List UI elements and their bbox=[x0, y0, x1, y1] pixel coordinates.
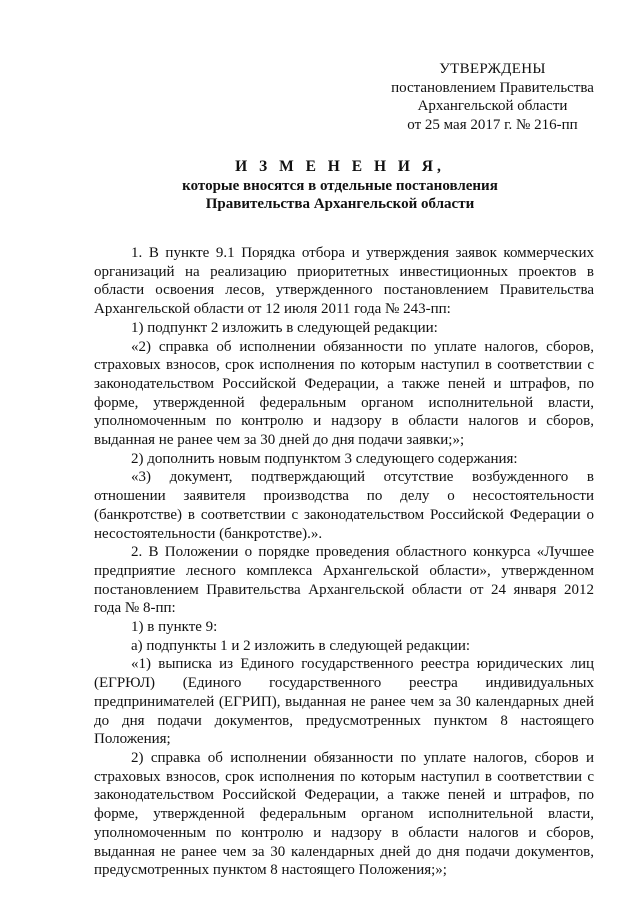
paragraph: 2) справка об исполнении обязанности по уплате налогов, сборов и страховых взносов, срок исполнения по которым наступил в соответствии с законодательством Российской Федерации, а также пеней и штрафов, по форме, утвержденной федеральным органом исполнительной власти, уполномоченным по контролю и надзору в области налогов и сборов, выданная не ранее чем за 30 календарных дней до дня подачи документов, предусмотренных пунктом 8 настоящего Положения;»; bbox=[94, 749, 594, 879]
paragraph: 1. В пункте 9.1 Порядка отбора и утверждения заявок коммерческих организаций на реализацию приоритетных инвестиционных проектов в области освоения лесов, утвержденного постановлением Правительства Архангельской области от 12 июля 2011 года № 243-пп: bbox=[94, 245, 594, 318]
approval-heading: УТВЕРЖДЕНЫ bbox=[439, 61, 546, 77]
paragraph: «1) выписка из Единого государственного реестра юридических лиц (ЕГРЮЛ) (Единого государственного реестра индивидуальных предпринимателей (ЕГРИП), выданная не ранее чем за 30 календарных дней до дня подачи документов, предусмотренных пунктом 8 настоящего Положения; bbox=[94, 656, 594, 748]
document-title bbox=[110, 158, 570, 214]
title-subline: Правительства Архангельской области bbox=[205, 196, 475, 213]
paragraph: 2. В Положении о порядке проведения областного конкурса «Лучшее предприятие лесного комплекса Архангельской области», утвержденном постановлением Правительства Архангельской области от 24 января 2012 года № 8-пп: bbox=[94, 544, 594, 617]
title-heading: И З М Е Н Е Н И Я, bbox=[235, 158, 445, 175]
title-subline: которые вносятся в отдельные постановления bbox=[182, 177, 498, 194]
approval-line: от 25 мая 2017 г. № 216-пп bbox=[407, 117, 578, 134]
approval-stamp bbox=[370, 60, 615, 135]
paragraph: 1) в пункте 9: bbox=[131, 619, 218, 636]
paragraph: 1) подпункт 2 изложить в следующей редакции: bbox=[131, 319, 438, 336]
paragraph: «2) справка об исполнении обязанности по уплате налогов, сборов, страховых взносов, срок исполнения по которым наступил в соответствии с законодательством Российской Федерации, а также пеней и штрафов, по форме, утвержденной федеральным органом исполнительной власти, уполномоченным по контролю и надзору в области налогов и сборов, выданная не ранее чем за 30 дней до дня подачи заявки;»; bbox=[94, 338, 594, 449]
paragraph: 2) дополнить новым подпунктом 3 следующего содержания: bbox=[131, 450, 518, 467]
document-body bbox=[94, 244, 594, 880]
approval-line: постановлением Правительства bbox=[391, 79, 594, 96]
approval-line: Архангельской области bbox=[417, 98, 568, 115]
paragraph: «3) документ, подтверждающий отсутствие возбужденного в отношении заявителя производства по делу о несостоятельности (банкротстве) в соответствии с законодательством Российской Федерации о несостоятельности (банкротстве).». bbox=[94, 469, 594, 542]
paragraph: а) подпункты 1 и 2 изложить в следующей редакции: bbox=[131, 637, 471, 654]
